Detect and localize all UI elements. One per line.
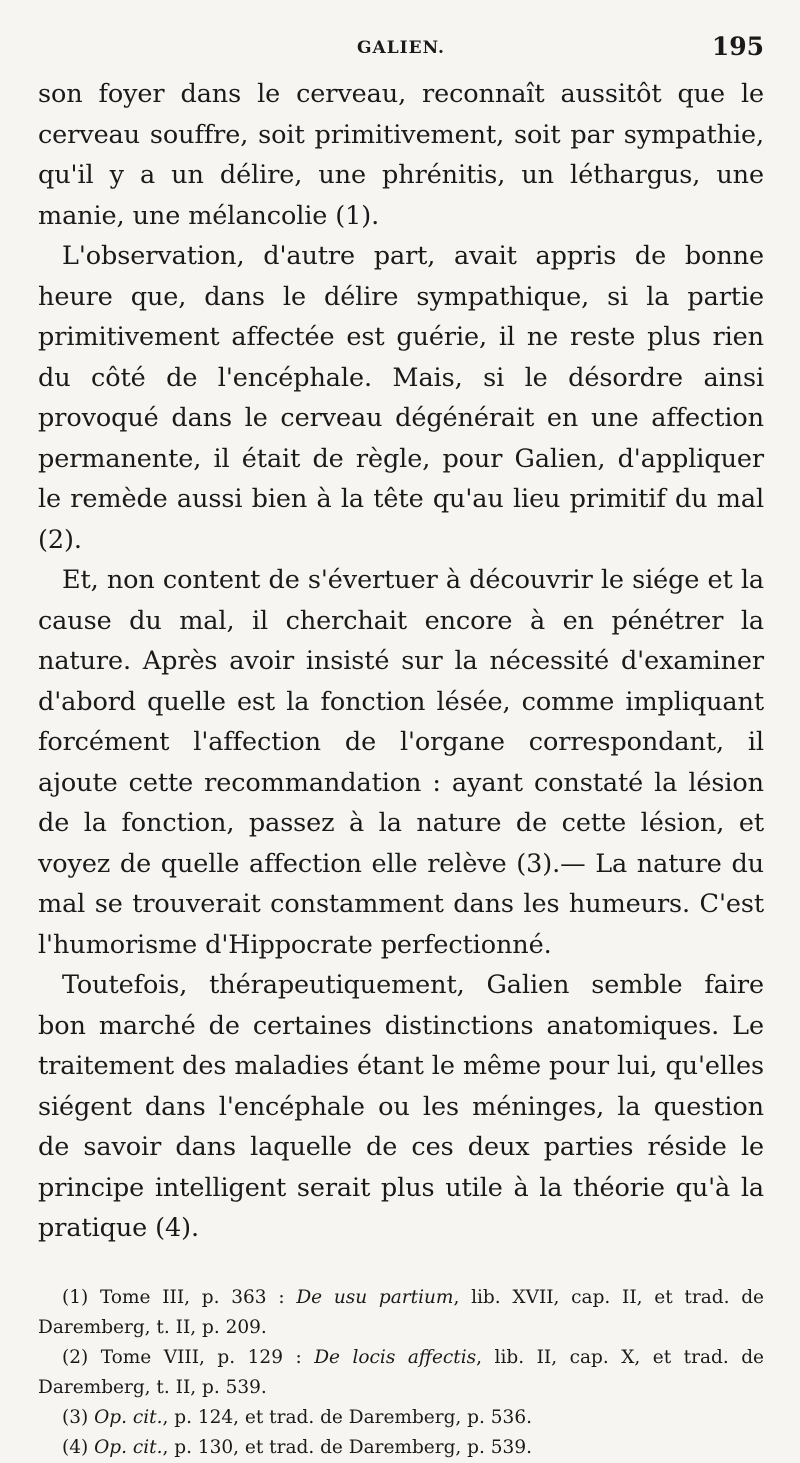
footnote-4-pre: (4) xyxy=(62,1436,95,1458)
body-text xyxy=(38,74,764,1249)
footnote-4-post: , p. 130, et trad. de Daremberg, p. 539. xyxy=(162,1436,532,1458)
footnote-1-pre: (1) Tome III, p. 363 : xyxy=(62,1286,297,1308)
running-title: GALIEN. xyxy=(357,38,445,58)
footnotes xyxy=(38,1283,764,1463)
footnote-3 xyxy=(38,1403,764,1433)
paragraph-2: L'observation, d'autre part, avait appris de bonne heure que, dans le délire sympathique, si la partie primitivement affectée est guérie, il ne reste plus rien du côté de l'encéphale. Mais, si le désordre ainsi provoqué dans le cerveau dégénérait en une affection permanente, il était de règle, pour Galien, d'appliquer le remède aussi bien à la tête qu'au lieu primitif du mal (2). xyxy=(38,241,764,555)
footnote-1-work: De usu partium xyxy=(296,1286,454,1308)
footnote-2 xyxy=(38,1343,764,1403)
footnote-4-work: Op. cit. xyxy=(94,1436,163,1458)
paragraph-3: Et, non content de s'évertuer à découvrir le siége et la cause du mal, il cherchait encore à en pénétrer la nature. Après avoir insisté sur la nécessité d'examiner d'abord quelle est la fonction lésée, comme impliquant forcément l'affection de l'organe correspondant, il ajoute cette recommandation : ayant constaté la lésion de la fonction, passez à la nature de cette lésion, et voyez de quelle affection elle relève (3).— La nature du mal se trouverait constamment dans les humeurs. C'est l'humorisme d'Hippocrate perfectionné. xyxy=(38,565,764,960)
footnote-1-post: , lib. XVII, cap. II, et trad. de Daremberg, t. II, p. 209. xyxy=(38,1286,765,1338)
paragraph-1: son foyer dans le cerveau, reconnaît aussitôt que le cerveau souffre, soit primitivement, soit par sympathie, qu'il y a un délire, une phrénitis, un léthargus, une manie, une mélancolie (1). xyxy=(38,79,764,231)
footnote-4 xyxy=(38,1433,764,1463)
paragraph-4: Toutefois, thérapeutiquement, Galien semble faire bon marché de certaines distinctions anatomiques. Le traitement des maladies étant le même pour lui, qu'elles siégent dans l'encéphale ou les méninges, la question de savoir dans laquelle de ces deux parties réside le principe intelligent serait plus utile à la théorie qu'à la pratique (4). xyxy=(38,970,764,1243)
footnote-2-work: De locis affectis xyxy=(314,1346,477,1368)
footnote-2-pre: (2) Tome VIII, p. 129 : xyxy=(62,1346,315,1368)
footnote-3-pre: (3) xyxy=(62,1406,95,1428)
book-page xyxy=(38,30,764,1463)
footnote-1 xyxy=(38,1283,764,1343)
footnote-3-work: Op. cit. xyxy=(94,1406,163,1428)
page-number: 195 xyxy=(711,32,764,61)
footnote-3-post: , p. 124, et trad. de Daremberg, p. 536. xyxy=(162,1406,532,1428)
running-head xyxy=(38,30,764,74)
footnote-2-post: , lib. II, cap. X, et trad. de Daremberg, t. II, p. 539. xyxy=(38,1346,764,1398)
